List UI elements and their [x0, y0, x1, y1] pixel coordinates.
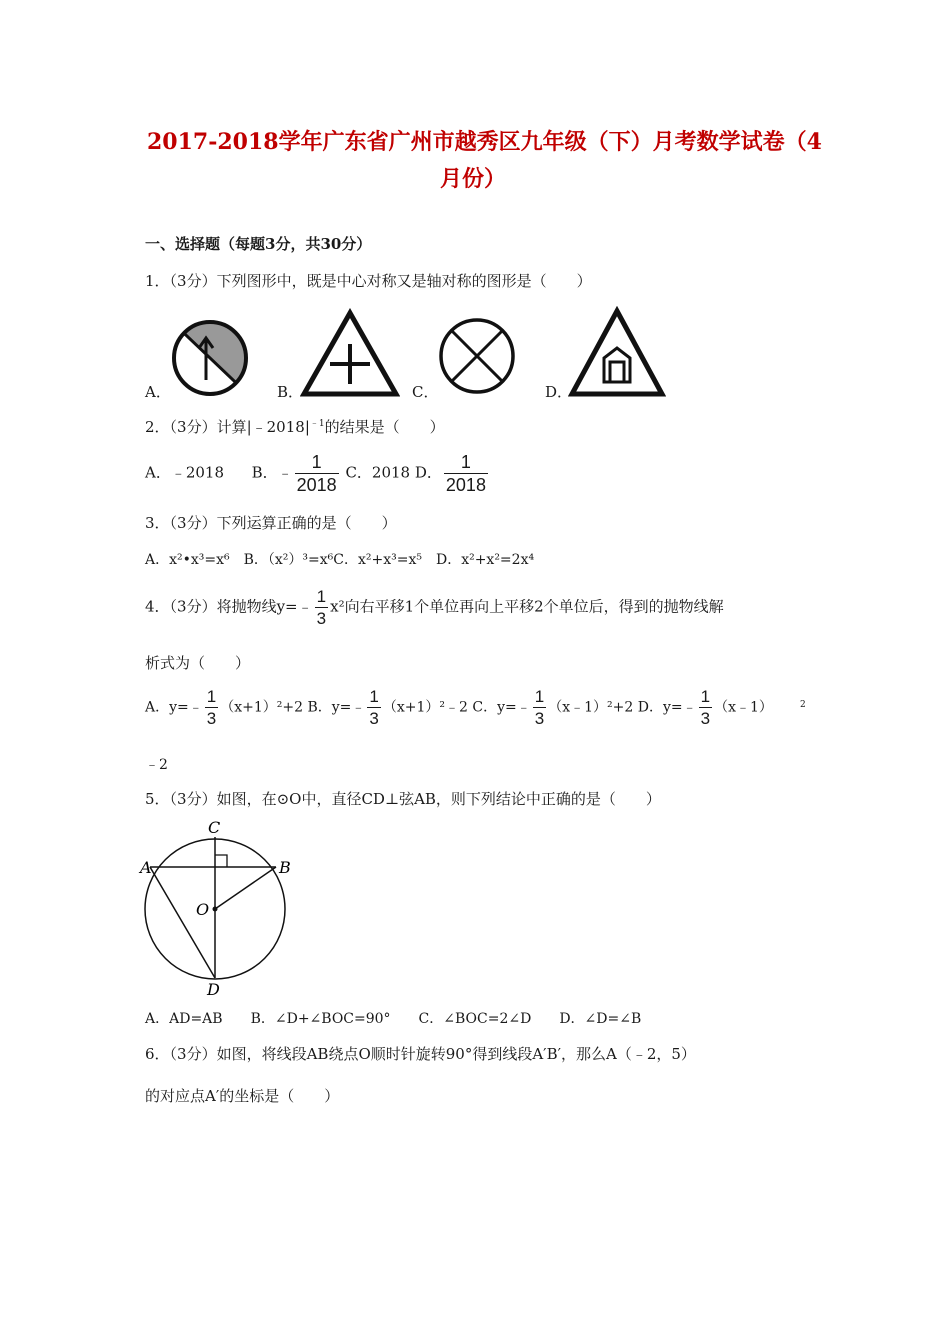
fraction-numerator: 1: [316, 587, 327, 606]
q1-option-b-label: B．: [277, 383, 304, 401]
fraction-denominator: 3: [316, 609, 327, 628]
question-3-options: A．x²•x³=x⁶ B．（x²）³=x⁶C．x²+x³=x⁵ D．x²+x²=2x⁴: [145, 552, 535, 568]
q4-option-c-tail: （x﹣1）²+2: [548, 699, 634, 716]
q2-option-c: C．2018: [345, 463, 411, 482]
point-label-a: A: [140, 858, 152, 877]
q4-option-d-fraction: [699, 688, 712, 727]
q2-option-a: A．﹣2018: [145, 463, 225, 482]
fraction-denominator: 3: [700, 709, 711, 728]
q4-option-b-fraction: [367, 688, 380, 727]
question-6-stem-line-2: 的对应点A′的坐标是（ ）: [145, 1087, 340, 1105]
question-1-stem: 1．（3分）下列图形中，既是中心对称又是轴对称的图形是（ ）: [145, 272, 592, 290]
point-label-c: C: [208, 818, 221, 837]
q4-stem-post: x²向右平移1个单位再向上平移2个单位后，得到的抛物线解: [330, 597, 724, 616]
q4-option-b-tail: （x+1）²﹣2: [382, 699, 468, 716]
q4-stem-fraction: [315, 588, 328, 627]
q4-option-a-tail: （x+1）²+2: [220, 699, 304, 716]
q4-option-a-fraction: [205, 688, 218, 727]
fraction-numerator: 1: [700, 687, 711, 706]
question-2-options: [145, 453, 490, 494]
figure-c-circle-cross: [436, 316, 518, 396]
q2-option-d-label: D．: [414, 463, 442, 482]
q5-circle-diagram: [138, 815, 298, 1000]
q2-option-b-label: B．﹣: [251, 463, 293, 482]
section-heading: 一、选择题（每题3分，共30分）: [145, 235, 372, 253]
fraction-denominator: 3: [369, 709, 379, 728]
fraction-denominator: 2018: [296, 475, 337, 495]
q4-option-d-exponent: 2: [800, 700, 806, 710]
fraction-denominator: 3: [534, 709, 545, 728]
question-4-stem: [145, 588, 724, 627]
point-label-o: O: [196, 900, 210, 919]
q4-option-c-label: C．y=﹣: [472, 699, 531, 716]
q4-option-b-label: B．y=﹣: [307, 699, 366, 716]
q4-option-a-label: A．y=﹣: [145, 699, 203, 716]
q1-option-c-label: C．: [412, 383, 439, 401]
question-3-stem: 3．（3分）下列运算正确的是（ ）: [145, 514, 397, 532]
q4-option-d-tail: （x﹣1）: [714, 699, 773, 716]
point-label-b: B: [279, 858, 291, 877]
title-line-2: 月份）: [440, 166, 507, 192]
figure-b-triangle-plus: [300, 308, 400, 398]
question-4-options-line-2: ﹣2: [145, 757, 168, 773]
fraction-numerator: 1: [460, 452, 471, 472]
question-4-stem-line-2: 析式为（ ）: [145, 654, 251, 672]
q2-stem-pre: 2．（3分）计算|﹣2018|: [145, 418, 310, 436]
q2-option-b-fraction: [295, 453, 339, 494]
q2-stem-post: 的结果是（ ）: [324, 418, 445, 436]
figure-d-triangle-house: [568, 306, 666, 398]
q1-option-a-label: A．: [145, 383, 171, 401]
question-5-options: A．AD=AB B．∠D+∠BOC=90° C．∠BOC=2∠D D．∠D=∠B: [145, 1011, 642, 1027]
question-4-options: [145, 688, 773, 727]
q1-option-d-label: D．: [545, 383, 573, 401]
q4-option-d-label: D．y=﹣: [637, 699, 697, 716]
title-line-1: 2017-2018学年广东省广州市越秀区九年级（下）月考数学试卷（4: [147, 129, 822, 155]
question-5-stem: 5．（3分）如图，在⊙O中，直径CD⊥弦AB，则下列结论中正确的是（ ）: [145, 790, 661, 808]
question-6-stem: 6．（3分）如图，将线段AB绕点O顺时针旋转90°得到线段A′B′，那么A（﹣2，5）: [145, 1045, 696, 1063]
question-2-stem: [145, 416, 445, 437]
q2-stem-exponent: ﹣1: [309, 419, 325, 429]
q2-option-d-fraction: [444, 453, 488, 494]
figure-a-circle-arrow: [168, 318, 252, 398]
q4-stem-pre: 4．（3分）将抛物线y=﹣: [145, 597, 313, 616]
fraction-denominator: 3: [206, 709, 217, 728]
fraction-numerator: 1: [534, 687, 545, 706]
fraction-numerator: 1: [311, 452, 322, 472]
q4-option-c-fraction: [533, 688, 546, 727]
point-label-d: D: [207, 980, 220, 999]
fraction-numerator: 1: [369, 687, 379, 706]
fraction-numerator: 1: [206, 687, 217, 706]
fraction-denominator: 2018: [445, 475, 486, 495]
